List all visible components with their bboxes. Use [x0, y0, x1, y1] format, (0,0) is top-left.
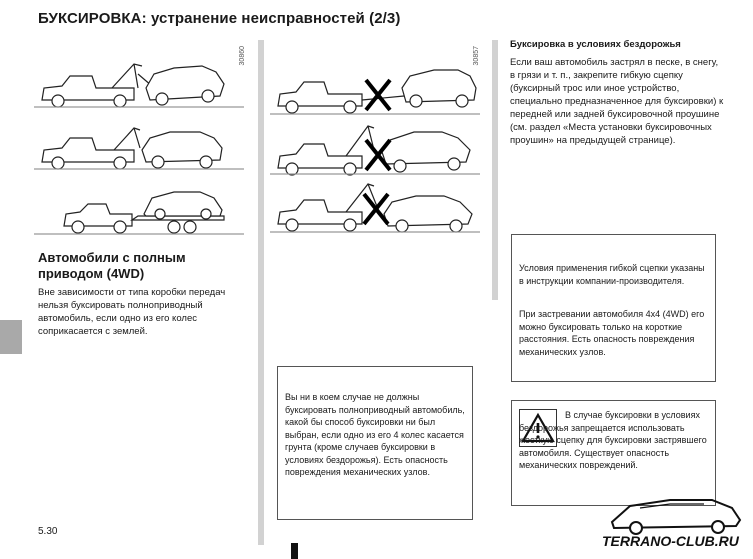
info-box-flexible-coupling: [511, 234, 716, 382]
watermark-text: TERRANO-CLUB.RU: [602, 533, 739, 549]
column-divider-left: [258, 40, 264, 545]
section-text-offroad: Если ваш автомобиль застрял в песке, в снегу, в грязи и т. п., закрепите гибкую сцепку (буксирный трос или иное устройство, специально предназначенное для буксировки) к передней или задней буксировочной проушине (см. раздел «Места установки буксировочных проушин» на предыдущей странице).: [510, 57, 724, 146]
info-box-paragraph: При застревании автомобиля 4x4 (4WD) его можно буксировать только на короткие расстояния. Есть опасность повреждения механических узлов.: [519, 309, 705, 357]
caution-box-text: В случае буксировки в условиях бездорожья запрещается использовать жесткую сцепку для буксировки застрявшего автомобиля. Существует опасность механических повреждений.: [519, 410, 707, 470]
info-box-paragraph: Условия применения гибкой сцепки указаны в инструкции компании-производителя.: [519, 263, 705, 286]
terrano-club-logo: [600, 492, 750, 554]
print-mark: [291, 543, 298, 559]
warning-box-text: Вы ни в коем случае не должны буксировать полноприводный автомобиль, какой бы способ буксировки ни был выбран, если одно из его 4 колес касается грунта (кроме случаев буксировки в условиях бездорожья). Есть опасность повреждения механических узлов.: [285, 392, 465, 477]
chapter-tab: [0, 320, 22, 354]
illustration-code: 30860: [239, 46, 246, 66]
section-heading-offroad: Буксировка в условиях бездорожья: [510, 39, 681, 50]
section-text-4wd: Вне зависимости от типа коробки передач нельзя буксировать полноприводный автомобиль, если одно из его колес соприкасается с землей.: [38, 287, 226, 337]
towing-illustration-forbidden: [270, 44, 482, 236]
caution-box-rigid-coupling: [511, 400, 716, 506]
column-divider-right: [492, 40, 498, 300]
warning-box-4wd: [277, 366, 473, 520]
page-title: БУКСИРОВКА: устранение неисправностей (2/3): [38, 10, 401, 27]
section-heading-4wd: Автомобили с полным приводом (4WD): [38, 250, 186, 281]
towing-illustration-allowed: [34, 44, 248, 236]
page-number: 5.30: [38, 526, 58, 537]
illustration-code: 30857: [473, 46, 480, 66]
